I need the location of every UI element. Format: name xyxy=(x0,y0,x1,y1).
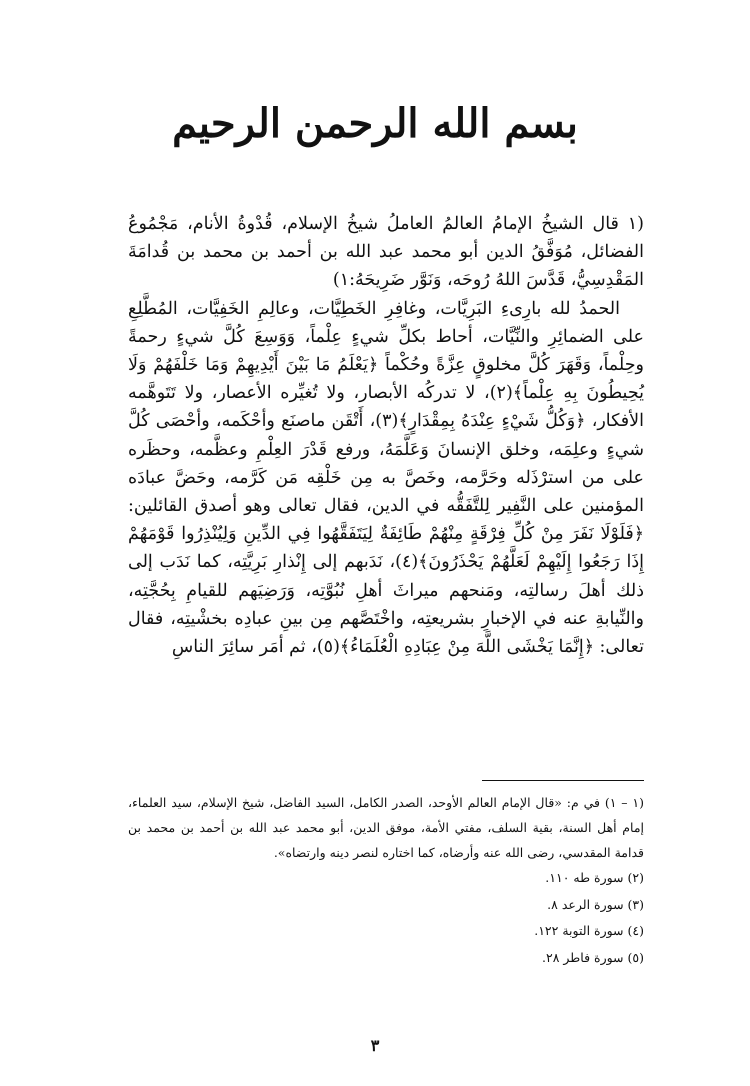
footnotes xyxy=(128,790,644,971)
intro-paragraph: (١ قال الشيخُ الإمامُ العالمُ العاملُ شيخُ الإسلام، قُدْوةُ الأنام، مَجْمُوعُ الفضائل، مُوَفَّقُ الدين أبو محمد عبد الله بن أحمد بن محمد بن قُدامَةَ المَقْدِسِيُّ، قَدَّسَ اللهُ رُوحَه، وَنَوَّر ضَرِيحَهُ:١) xyxy=(128,214,644,291)
footnote-5: (٥) سورة فاطر ٢٨. xyxy=(542,949,644,965)
praise-paragraph: الحمدُ لله بارِىءِ البَرِيَّات، وغافِرِ الخَطِيَّات، وعالِمِ الخَفِيَّات، المُطَّلِعِ على الضمائِرِ والنِّيَّات، أحاط بكلِّ شيءٍ عِلْماً، وَوَسِعَ كُلَّ شيءٍ رحمةً وحِلْماً، وَقَهَرَ كُلَّ مخلوقٍ عِزَّةً وحُكْماً ﴿يَعْلَمُ مَا بَيْنَ أَيْدِيهِمْ وَمَا خَلْفَهُمْ وَلَا يُحِيطُونَ بِهِ عِلْماً﴾(٢)، لا تدركُه الأبصار، ولا تُغيِّره الأعصار، ولا تَتَوهَّمه الأفكار، ﴿وَكُلُّ شَيْءٍ عِنْدَهُ بِمِقْدَارٍ﴾(٣)، أَتْقَن ماصنَع وأحْكَمه، وأحْصَى كُلَّ شيءٍ وعلِمَه، وخلق الإنسانَ وَعَلَّمَهُ، ورفع قَدْرَ العِلْمِ وعظَّمه، وحظَره على من استرْذَله وحَرَّمه، وخَصَّ به مِن خَلْقِه مَن كَرَّمه، وحَضَّ عبادَه المؤمنين على النَّفِير لِلتَّفَقُّه في الدين، فقال تعالى وهو أصدق القائلين: ﴿فَلَوْلَا نَفَرَ مِنْ كُلِّ فِرْقَةٍ مِنْهُمْ طَائِفَةٌ لِيَتَفَقَّهُوا فِي الدِّينِ وَلِيُنْذِرُوا قَوْمَهُمْ إِذَا رَجَعُوا إِلَيْهِمْ لَعَلَّهُمْ يَحْذَرُونَ﴾(٤)، نَدَبهم إلى إِنْذارِ بَرِيَّتِه، كما نَدَب إلى ذلك أهلَ رسالتِه، ومَنحهم ميراثَ أهلِ نُبُوَّتِه، وَرَضِيَهم للقيامِ بِحُجَّتِه، والنِّيابةِ عنه في الإخبارِ بشريعتِه، واخْتَصَّهم مِن بينِ عبادِه بخشْيتِه، فقال تعالى: ﴿إِنَّمَا يَخْشَى اللَّهَ مِنْ عِبَادِهِ الْعُلَمَاءُ﴾(٥)، ثم أمَر سائِرَ الناسِ xyxy=(128,298,645,658)
page-number: ٣ xyxy=(370,1036,380,1055)
main-text-body xyxy=(128,210,644,661)
footnote-2: (٢) سورة طه ١١٠. xyxy=(545,870,644,885)
footnote-1: (١ – ١) في م: «قال الإمام العالم الأوحد، الصدر الكامل، السيد الفاضل، شيخ الإسلام، سيد العلماء، إمام أهل السنة، بقية السلف، مفتي الأمة، موفق الدين، أبو محمد عبد الله بن أحمد بن محمد بن قدامة المقدسي، رضى الله عنه وأرضاه، كما اختاره لنصر دينه وارتضاه». xyxy=(128,795,644,860)
basmala-heading: بسم الله الرحمن الرحيم xyxy=(172,100,578,147)
footnote-divider xyxy=(482,780,644,781)
footnote-4: (٤) سورة التوبة ١٢٢. xyxy=(534,923,644,938)
footnote-3: (٣) سورة الرعد ٨. xyxy=(547,896,644,912)
